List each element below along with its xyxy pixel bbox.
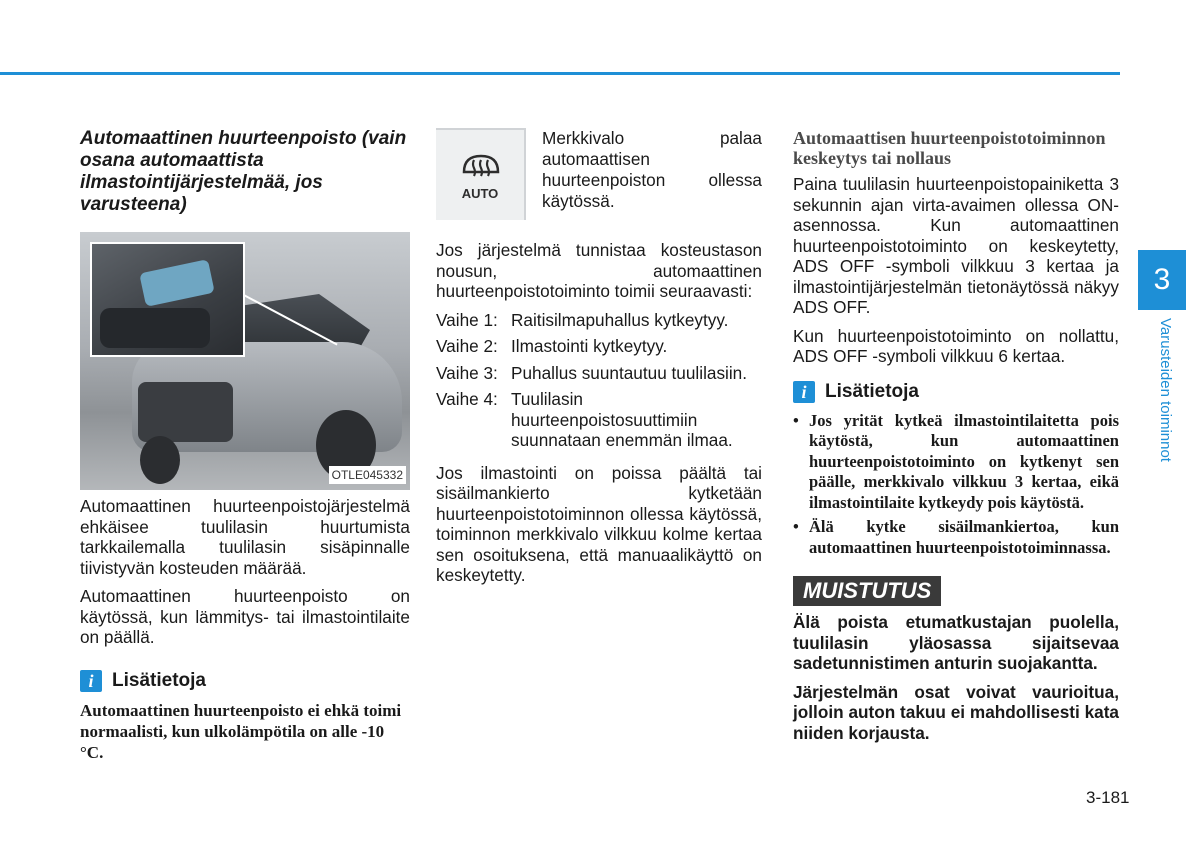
info-title: Lisätietoja [825, 380, 919, 402]
step-label: Vaihe 3: [436, 362, 498, 383]
indicator-description: Merkkivalo palaa automaattisen huurteenpoiston ollessa käytössä. [542, 128, 762, 211]
auto-defrost-indicator [436, 128, 526, 220]
step-text: Puhallus suuntautuu tuulilasiin. [511, 362, 748, 383]
top-rule [0, 72, 1120, 75]
paragraph: Automaattinen huurteenpoisto on käytössä, kun lämmitys- tai ilmastointilaite on päällä. [80, 586, 410, 647]
section-heading: Automaattisen huurteenpoistotoiminnon keskeytys tai nollaus [793, 128, 1106, 168]
column-left [80, 128, 410, 763]
step-text: Raitisilmapuhallus kytkeytyy. [511, 309, 729, 330]
step-text: Tuulilasin huurteenpoistosuuttimiin suunnataan enemmän ilmaa. [511, 389, 733, 450]
step-list [436, 310, 762, 451]
car-illustration [80, 232, 410, 490]
info-heading [793, 381, 1119, 403]
info-heading [80, 670, 410, 692]
step-item [436, 336, 762, 357]
column-middle [436, 128, 762, 594]
bullet-mark: • [793, 517, 799, 536]
grille-shape [138, 382, 233, 442]
paragraph: Paina tuulilasin huurteenpoistopainiketta 3 sekunnin ajan virta-avaimen ollessa ON-asennossa. Kun automaattinen huurteenpoistotoiminto on keskeytetty, ADS OFF -symboli vilkkuu 3 kertaa ja ilmastointijärjestelmän tietonäytössä näkyy ADS OFF. [793, 174, 1119, 317]
rearview-mirror-shape [100, 308, 210, 348]
paragraph: Kun huurteenpoistotoiminto on nollattu, ADS OFF -symboli vilkkuu 6 kertaa. [793, 325, 1119, 366]
humidity-sensor-shape [139, 259, 215, 307]
info-icon: i [793, 381, 815, 403]
step-label: Vaihe 4: [436, 389, 498, 409]
paragraph: Jos järjestelmä tunnistaa kosteustason nousun, automaattinen huurteenpoistotoiminto toimii seuraavasti: [436, 240, 762, 301]
notice-text: Järjestelmän osat voivat vaurioitua, jolloin auton takuu ei mahdollisesti kata niiden korjausta. [793, 681, 1119, 743]
step-item [436, 389, 762, 451]
sensor-inset-image [90, 242, 245, 357]
info-title: Lisätietoja [112, 669, 206, 691]
figure-code: OTLE045332 [329, 466, 406, 484]
chapter-title: Varusteiden toiminnot [1157, 318, 1174, 462]
info-icon: i [80, 670, 102, 692]
step-item [436, 310, 762, 331]
defrost-icon [460, 150, 502, 184]
bullet-item [793, 411, 1119, 514]
wheel-shape [140, 436, 180, 484]
bullet-item [793, 517, 1119, 558]
page-number: 3-181 [1086, 788, 1130, 807]
paragraph: Jos ilmastointi on poissa päältä tai sisäilmankierto kytketään huurteenpoistotoiminnon ollessa käytössä, toiminnon merkkivalo vilkkuu kolme kertaa sen osoituksena, että manuaalikäyttö on keskeytetty. [436, 462, 762, 585]
section-heading: Automaattinen huurteenpoisto (vain osana automaattista ilmastointijärjestelmää, jos varusteena) [80, 128, 407, 215]
paragraph: Automaattinen huurteenpoistojärjestelmä ehkäisee tuulilasin huurtumista tarkkailemalla tuulilasin sisäpinnalle tiivistyvän kosteuden määrää. [80, 496, 410, 578]
info-bullet-list [793, 411, 1119, 559]
auto-indicator-row [436, 128, 762, 220]
notice-text: Älä poista etumatkustajan puolella, tuulilasin yläosassa sijaitsevaa sadetunnistimen anturin suojakantta. [793, 612, 1119, 673]
step-item [436, 363, 762, 384]
bullet-text: Älä kytke sisäilmankiertoa, kun automaattinen huurteenpoistotoiminnassa. [809, 517, 1119, 557]
notice-badge: MUISTUTUS [793, 576, 941, 606]
column-right [793, 128, 1119, 751]
step-label: Vaihe 1: [436, 309, 498, 330]
info-text: Automaattinen huurteenpoisto ei ehkä toimi normaalisti, kun ulkolämpötila on alle -10 °C. [80, 700, 402, 762]
auto-label: AUTO [461, 186, 499, 201]
step-label: Vaihe 2: [436, 336, 498, 356]
chapter-number-tab: 3 [1138, 250, 1186, 310]
bullet-text: Jos yrität kytkeä ilmastointilaitetta pois käytöstä, kun automaattinen huurteenpoistotoiminto on kytkenyt sen päälle, merkkivalo vilkkuu 3 kertaa, eikä ilmastointilaite kytkeydy pois käytöstä. [809, 410, 1119, 512]
bullet-mark: • [793, 410, 799, 430]
step-text: Ilmastointi kytkeytyy. [511, 336, 668, 356]
